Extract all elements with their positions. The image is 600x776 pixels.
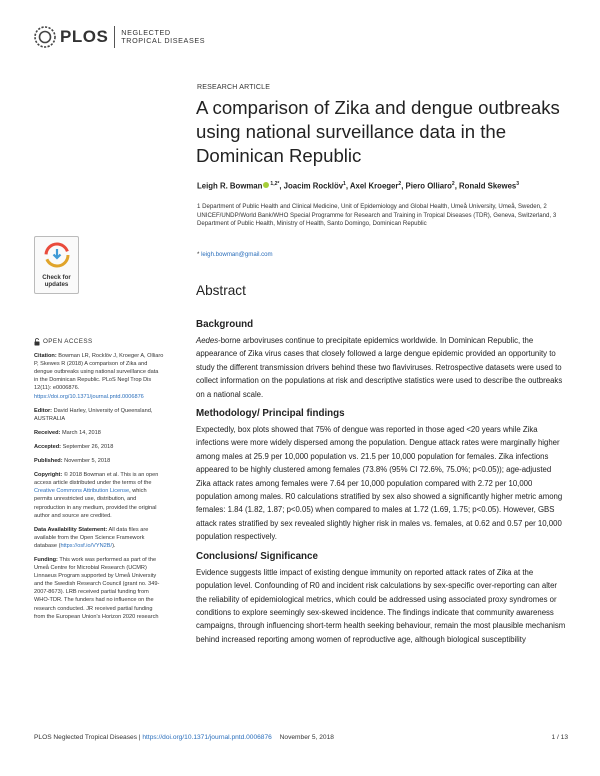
funding-text: This work was performed as part of the Umeå Centre for Microbial Research (UCMR) Linnaeus Program supported by Umeå University and the Swedish Research Council (grant no. 349-2007-8673). LRB received partial funding from WHO-TDR. The funders had no influence on the research conducted. JR received partial funding from the European Union's Horizon 2020 research — [34, 556, 160, 620]
affiliations: 1 Department of Public Health and Clinical Medicine, Unit of Epidemiology and Global Health, Umeå University, Umeå, Sweden, 2 UNICEF/UNDP/World Bank/WHO Special Programme for Research and Training in Tropical Diseases (TDR), Geneva, Switzerland, 3 Department of Public Health, Ministry of Health, Santo Domingo, Dominican Republic — [197, 203, 557, 227]
data-availability-block — [34, 526, 164, 550]
methodology-paragraph: Expectedly, box plots showed that 75% of dengue was reported in those aged <20 years while Zika infections were more widely dispersed among the population. Dengue attack rates were marginally higher among males at 25.9 per 10,000 population vs. 21.5 per 10,000 population for females. Zika infections appeared to be highly clustered among females (73.8% (95% CI 72.6%, 75.0%; p<0.05)); age-adjusted Zika attack rates among females were 7.64 per 10,000 population compared with 2.72 per 10,000 population among males. R0 calculations stratified by sex also showed a significantly higher metric among females: 1.84 (1.82, 1.87; p<0.05) when compared to males at 1.72 (1.69, 1.75; p<0.05). However, GBS attack rates stratified by sex revealed slightly higher risk in males vs. females, at 0.62 and 0.57 per 10,000 population respectively. — [196, 425, 563, 542]
footer-date: November 5, 2018 — [279, 734, 334, 741]
published-date: November 5, 2018 — [64, 458, 111, 465]
check-for-updates-icon — [44, 242, 70, 268]
author-name[interactable]: Ronald Skewes — [459, 181, 517, 191]
journal-name — [121, 29, 205, 46]
author-name[interactable]: Joacim Rocklöv — [283, 181, 344, 191]
journal-name-line2: TROPICAL DISEASES — [121, 36, 206, 45]
journal-name-line1: NEGLECTED — [121, 27, 171, 37]
section-heading-background: Background — [196, 319, 254, 330]
article-title: A comparison of Zika and dengue outbreaks using national surveillance data in the Dominican Republic — [196, 97, 560, 166]
citation-text: Bowman LR, Rocklöv J, Kroeger A, Olliaro P, Skewes R (2018) A comparison of Zika and dengue outbreaks using national surveillance data in the Dominican Republic. PLoS Negl Trop Dis 12(11): e0006876. — [34, 353, 164, 392]
check-for-updates-line2: updates — [44, 281, 69, 288]
accepted-block — [34, 443, 164, 451]
author-affiliation-marker: 2 — [398, 181, 402, 187]
editor-block — [34, 407, 164, 423]
italic-genus: Aedes — [196, 336, 219, 345]
corresponding-marker: * — [277, 181, 280, 187]
footer-citation: PLOS Neglected Tropical Diseases | https://doi.org/10.1371/journal.pntd.0006876 November 5, 2018 — [34, 734, 334, 741]
plos-wordmark: PLOS — [60, 27, 109, 46]
editor-text: David Harley, University of Queensland, AUSTRALIA — [34, 407, 153, 422]
copyright-text: © 2018 Bowman et al. This is an open access article distributed under the terms of the — [34, 472, 159, 487]
section-heading-methodology: Methodology/ Principal findings — [196, 408, 345, 420]
orcid-icon[interactable] — [263, 182, 269, 188]
copyright-block — [34, 471, 164, 520]
citation-label: Citation: — [34, 353, 57, 360]
conclusions-paragraph: Evidence suggests little impact of existing dengue immunity on reported attack rates of Zika at the population level. Confounding of R0 and incident risk calculations by sex-specific over-reporting can alter the reliability of epidemiological metrics, which could be addressed using associated proxy syndromes or conditions to explore seemingly sex-skewed incidence. The findings indicate that community awareness campaigns, through influencing short-term health seeking behaviour, remain the most plausible mechanism behind increased reporting among women of reproductive age, although biological susceptibility — [196, 567, 566, 644]
article-type: RESEARCH ARTICLE — [197, 84, 271, 91]
received-date: March 14, 2018 — [62, 429, 101, 436]
author-affiliation-marker: 1,2 — [270, 181, 278, 187]
received-label: Received: — [34, 429, 61, 436]
article-info-sidebar — [34, 338, 164, 627]
corresponding-email — [197, 251, 273, 258]
author-affiliation-marker: 2 — [451, 181, 455, 187]
check-for-updates-badge[interactable] — [34, 236, 79, 294]
check-for-updates-label — [35, 274, 78, 288]
background-text: -borne arboviruses continue to precipitate epidemics worldwide. In Dominican Republic, the appearance of Zika virus cases that closely followed a large dengue epidemic provided an opportunity to study the different transmission drivers behind these two flaviviruses. Retrospective datasets were used to collect information on the populations at risk and descriptive statistics were used to describe the outbreaks on a national scale. — [196, 336, 563, 399]
section-heading-conclusions: Conclusions/ Significance — [196, 550, 318, 562]
author-affiliation-marker: 1 — [343, 181, 346, 187]
data-link[interactable]: https://osf.io/VYN2B/ — [60, 542, 113, 549]
check-for-updates-line1: Check for — [42, 274, 71, 281]
citation-doi-link[interactable]: https://doi.org/10.1371/journal.pntd.0006876 — [34, 393, 144, 400]
abstract-heading: Abstract — [196, 283, 246, 298]
email-link[interactable]: leigh.bowman@gmail.com — [201, 251, 273, 258]
published-block — [34, 457, 164, 465]
plos-logo — [34, 26, 205, 48]
published-label: Published: — [34, 458, 63, 465]
open-access-text: OPEN ACCESS — [43, 338, 93, 345]
data-availability-end: ). — [112, 542, 116, 549]
open-access-label — [34, 338, 164, 346]
license-link[interactable]: Creative Commons Attribution License — [34, 488, 130, 495]
footer-doi-link[interactable]: https://doi.org/10.1371/journal.pntd.0006876 — [142, 734, 272, 741]
email-marker: * — [197, 251, 200, 258]
citation-block — [34, 352, 164, 401]
funding-label: Funding: — [34, 556, 58, 563]
accepted-label: Accepted: — [34, 443, 62, 450]
received-block — [34, 429, 164, 437]
abstract-body — [196, 319, 568, 653]
author-affiliation-marker: 3 — [516, 181, 520, 187]
plos-logo-icon — [34, 26, 56, 48]
background-paragraph — [196, 334, 568, 401]
author-list: Leigh R. Bowman $^{1,2*}$, Joacim Rocklöv$^1$, Axel Kroeger$^2$, Piero Olliaro$^2$, Ronald Skewes$^3$ — [197, 181, 520, 191]
copyright-text-end: , which permits unrestricted use, distribution, and reproduction in any medium, provided the original author and source are credited. — [34, 488, 157, 519]
editor-label: Editor: — [34, 407, 53, 414]
page-number: 1 / 13 — [551, 734, 568, 741]
copyright-label: Copyright: — [34, 472, 63, 479]
author-name[interactable]: Piero Olliaro — [405, 181, 452, 191]
logo-divider — [114, 26, 115, 48]
author-name[interactable]: Leigh R. Bowman — [197, 181, 263, 191]
author-name[interactable]: Axel Kroeger — [349, 181, 399, 191]
accepted-date: September 26, 2018 — [62, 443, 114, 450]
funding-block — [34, 556, 164, 621]
data-availability-label: Data Availability Statement: — [34, 526, 108, 533]
footer-journal: PLOS Neglected Tropical Diseases — [34, 734, 137, 741]
data-availability-text: All data files are available from the Open Science Framework database ( — [34, 526, 149, 549]
open-access-lock-icon — [34, 338, 40, 346]
